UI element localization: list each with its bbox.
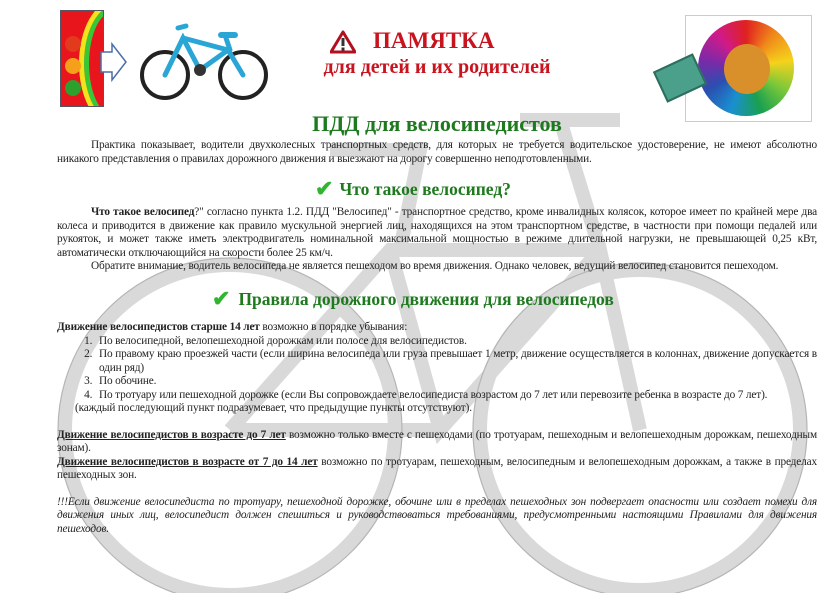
- age-7-14-bold: Движение велосипедистов в возрасте от 7 до 14 лет: [57, 455, 318, 468]
- definition-lead: Что такое велосипед: [91, 206, 195, 218]
- list-item: 4. По тротуару или пешеходной дорожке (если Вы сопровождаете велосипедиста возрастом до 7 лет или перевозите ребенка в возрасте до 7 лет).: [95, 389, 817, 403]
- rules-block: [57, 321, 817, 536]
- definition-paragraph: [57, 206, 817, 260]
- arrow-right-icon: [100, 42, 128, 82]
- list-item: 2. По правому краю проезжей части (если ширина велосипеда или груза превышает 1 метр, движение осуществляется в колоннах, движение допускается в один ряд): [95, 348, 817, 375]
- pedestrian-note: Обратите внимание, водитель велосипеда не является пешеходом во время движения. Однако человек, ведущий велосипед становится пешеходом.: [91, 260, 779, 272]
- intro-text: Практика показывает, водители двухколесных транспортных средств, для которых не требуется водительское удостоверение, не имеют абсолютно никакого представления о правилах дорожного движения и выезжают на дорогу совершенно неподготовленными.: [57, 139, 817, 165]
- section-heading-rules: ✔ Правила дорожного движения для велосипедов: [212, 286, 614, 311]
- section-heading-bicycle: ✔ Что такое велосипед?: [315, 176, 511, 201]
- list-note: (каждый последующий пункт подразумевает, что предыдущие пункты отсутствуют).: [75, 402, 472, 414]
- color-wheel-image: [685, 15, 812, 122]
- checkmark-icon: ✔: [315, 176, 334, 201]
- age-7-14-text: возможно по тротуарам, пешеходным, велосипедным и велопешеходным дорожкам, а также в пределах пешеходных зон.: [57, 455, 817, 481]
- bicycle-definition: [57, 206, 817, 274]
- dismount-warning: !!!Если движение велосипедиста по тротуару, пешеходной дорожке, обочине или в пределах пешеходных зон подвергает опасности или создает помехи для движения иных лиц, велосипедист должен спешиться и руководствоваться требованиями, предусмотренными настоящими Правилами для движения пешеходов.: [57, 495, 817, 535]
- warning-icon: [330, 30, 356, 54]
- over-14-bold: Движение велосипедистов старше 14 лет: [57, 321, 260, 333]
- over-14-text: возможно в порядке убывания:: [259, 321, 408, 333]
- over-14-line: [57, 321, 817, 335]
- age-7-14-paragraph: [57, 456, 817, 483]
- checkmark-icon: ✔: [212, 286, 231, 311]
- bicycle-image: [138, 20, 273, 102]
- main-heading: ПДД для велосипедистов: [312, 111, 562, 136]
- under-7-bold: Движение велосипедистов в возрасте до 7 лет: [57, 428, 286, 441]
- list-item: 1. По велосипедной, велопешеходной дорожкам или полосе для велосипедистов.: [95, 335, 817, 349]
- under-7-paragraph: [57, 429, 817, 456]
- intro-paragraph: [57, 139, 817, 166]
- page-title: ПАМЯТКА: [373, 28, 495, 53]
- page-subtitle: для детей и их родителей: [323, 56, 551, 78]
- traffic-light-image: [60, 10, 104, 107]
- definition-text: ?" согласно пункта 1.2. ПДД "Велосипед" - транспортное средство, кроме инвалидных колясок, которое имеет по крайней мере два колеса и приводится в движение как правило мускульной энергией лиц, находящихся на этом транспортном средстве, в частности при помощи педалей или рукояток, и может также иметь электродвигатель номинальной максимальной мощностью в режиме длительной нагрузки, не превышающей 0,25 кВт, автоматически отключающийся на скорости более 25 км/ч.: [57, 206, 817, 259]
- list-item: 3. По обочине.: [95, 375, 817, 389]
- priority-list: [57, 335, 817, 403]
- under-7-text: возможно только вместе с пешеходами (по тротуарам, пешеходным и велопешеходным дорожкам, пешеходным зонам).: [57, 428, 817, 454]
